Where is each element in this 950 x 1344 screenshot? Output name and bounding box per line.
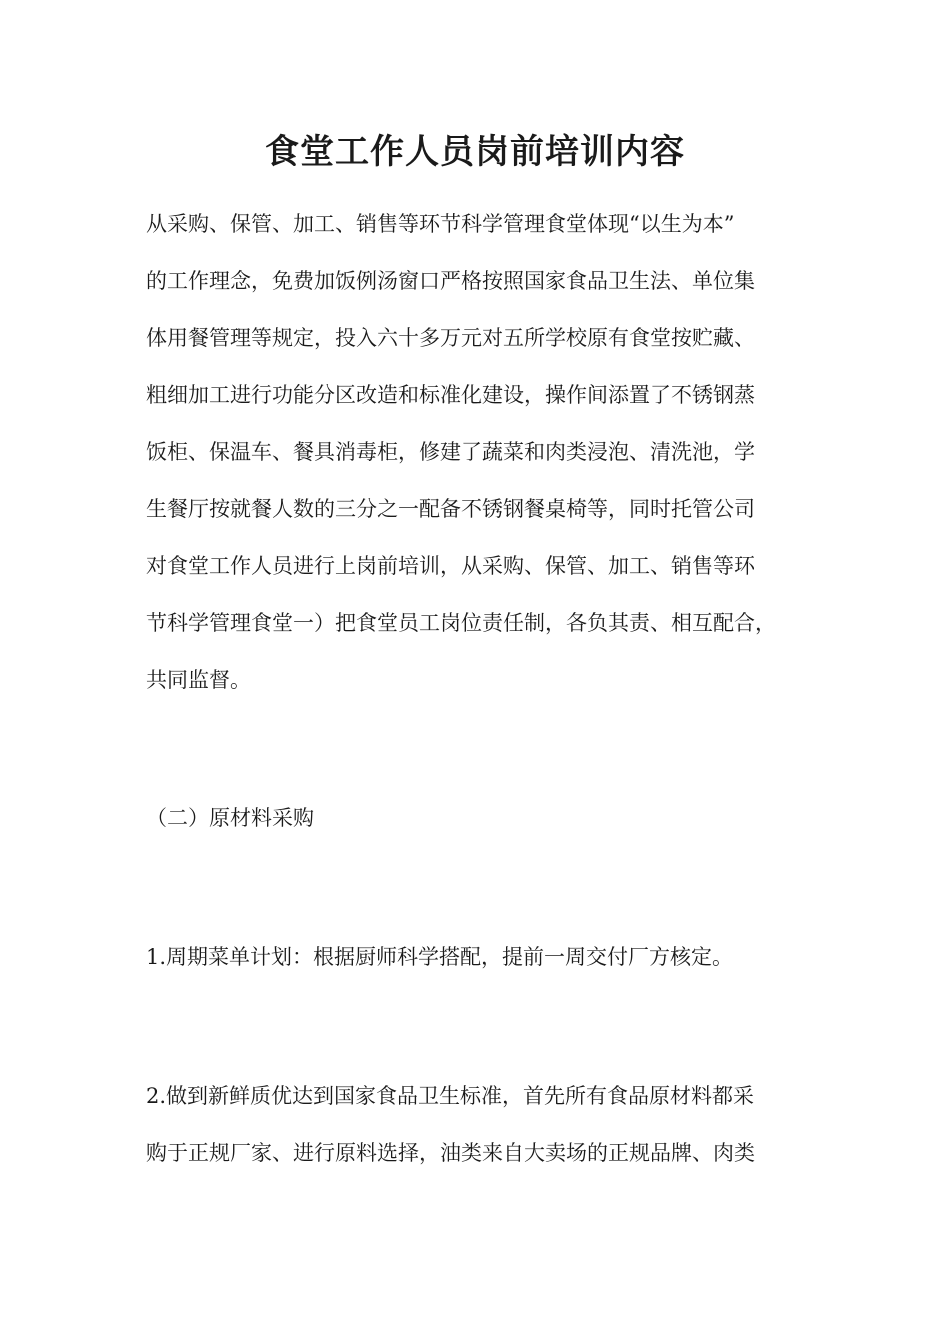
document-title: 食堂工作人员岗前培训内容 <box>265 132 685 172</box>
list-item <box>146 1068 826 1182</box>
list-item-text: 1.周期菜单计划：根据厨师科学搭配，提前一周交付厂方核定。 <box>146 945 734 969</box>
section-heading <box>146 790 826 847</box>
list-item <box>146 929 826 986</box>
text-line: 饭柜、保温车、餐具消毒柜，修建了蔬菜和肉类浸泡、清洗池，学 <box>146 440 755 464</box>
paragraph-intro <box>146 196 826 709</box>
text-line: 体用餐管理等规定，投入六十多万元对五所学校原有食堂按贮藏、 <box>146 326 755 350</box>
text-line: 从采购、保管、加工、销售等环节科学管理食堂体现“以生为本” <box>146 212 735 236</box>
text-line: 共同监督。 <box>146 668 251 692</box>
text-line: 的工作理念，免费加饭例汤窗口严格按照国家食品卫生法、单位集 <box>146 269 755 293</box>
text-line: 对食堂工作人员进行上岗前培训，从采购、保管、加工、销售等环 <box>146 554 755 578</box>
text-line: 2.做到新鲜质优达到国家食品卫生标准，首先所有食品原材料都采 <box>146 1084 755 1108</box>
section-heading-text: （二）原材料采购 <box>146 806 314 830</box>
text-line: 购于正规厂家、进行原料选择，油类来自大卖场的正规品牌、肉类 <box>146 1141 755 1165</box>
text-line: 生餐厅按就餐人数的三分之一配备不锈钢餐桌椅等，同时托管公司 <box>146 497 755 521</box>
text-line: 节科学管理食堂一）把食堂员工岗位责任制，各负其责、相互配合， <box>146 611 776 635</box>
text-line: 粗细加工进行功能分区改造和标准化建设，操作间添置了不锈钢蒸 <box>146 383 755 407</box>
